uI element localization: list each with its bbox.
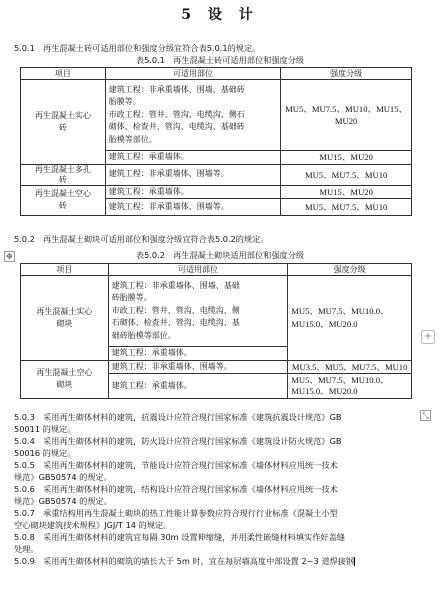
- note-5-0-5-line1: 5.0.5 采用再生砌体材料的建筑，节能设计应符合现行国家标准《墙体材料应用统一技术: [14, 460, 338, 470]
- note-5-0-8-line2: 处理。: [14, 544, 39, 554]
- add-column-button[interactable]: +: [421, 330, 435, 344]
- note-5-0-7-line1: 5.0.7 承重结构用再生混凝土砌块的热工性能计算参数应符合现行行业标准《混凝土小型: [14, 508, 338, 518]
- note-5-0-4-line1: 5.0.4 采用再生砌体材料的建筑，防火设计应符合现行国家标准《建筑设计防火规范》GB: [14, 436, 342, 446]
- item-hollow-block: 再生混凝土空心 砌块: [21, 360, 109, 399]
- table-row: [21, 276, 412, 347]
- table-5-0-1: [20, 67, 412, 216]
- table-5-0-2: [20, 263, 412, 399]
- grade-cell: MU5、MU7.5、MU10: [281, 199, 412, 216]
- item-solid-brick: 再生混凝土实心 砖: [21, 80, 106, 165]
- table-row: [21, 80, 412, 151]
- note-5-0-7-line2: 空心砌块建筑技术规程》JGJ/T 14 的规定。: [14, 520, 172, 530]
- note-5-0-8-line1: 5.0.8 采用再生砌体材料的建筑宜每隔 30m 设置伸缩缝，并用柔性嵌缝材料填实作好盖缝: [14, 532, 345, 542]
- header-parts: 可适用部位: [108, 264, 287, 276]
- grade-cell: MU15、MU20: [281, 185, 412, 199]
- note-5-0-3-line1: 5.0.3 采用再生砌体材料的建筑，抗震设计应符合现行国家标准《建筑抗震设计规范》GB: [14, 412, 342, 422]
- table-row: [21, 164, 412, 185]
- header-grade: 强度分级: [281, 68, 412, 80]
- parts-cell: 建筑工程：非承重墙体、围墙、基础砖 胎膜等。 市政工程：管井、管沟、电缆沟、侧石 砌体、检查井、管沟、电缆沟、基础砖 胎模等部位。: [105, 80, 281, 151]
- item-solid-block: 再生混凝土实心 砌块: [21, 276, 109, 361]
- grade-cell: MU3.5、MU5、MU7.5、MU10: [288, 360, 412, 374]
- parts-cell: 建筑工程：非承重墙体、围墙等。: [108, 360, 287, 374]
- note-5-0-6-line2: 规范》GB50574 的规定。: [14, 496, 112, 506]
- notes: [14, 411, 424, 567]
- header-grade: 强度分级: [288, 264, 412, 276]
- header-parts: 可适用部位: [105, 68, 281, 80]
- header-item: 项目: [21, 68, 106, 80]
- parts-cell: 建筑工程：非承重墙体、围墙等。: [105, 164, 281, 185]
- table-5-0-1-caption: 表5.0.1 再生混凝土砖可适用部位和强度分级: [135, 55, 305, 65]
- note-5-0-4-line2: 50016 的规定。: [14, 448, 76, 458]
- table-header-row: [21, 68, 412, 80]
- item-porous-brick: 再生混凝土多孔 砖: [21, 164, 106, 185]
- table-resize-handle[interactable]: ⤡: [420, 410, 431, 421]
- parts-cell: 建筑工程：承重墙体。: [105, 185, 281, 199]
- parts-cell: 建筑工程：承重墙体。: [105, 151, 281, 165]
- section-heading: 5 设 计: [181, 7, 259, 23]
- table-header-row: [21, 264, 412, 276]
- note-5-0-9-line1: 5.0.9 采用再生砌体材料的砌筑的墙长大于 5m 时，宜在每层墙高度中部设置 2~3 道焊接钢: [14, 556, 355, 566]
- grade-cell: MU15、MU20: [281, 151, 412, 165]
- note-5-0-6-line1: 5.0.6 采用再生砌体材料的建筑，结构设计应符合现行国家标准《墙体材料应用统一技术: [14, 484, 338, 494]
- note-5-0-3-line2: 50011 的规定。: [14, 424, 76, 434]
- paragraph-5-0-1: 5.0.1 再生混凝土砖可适用部位和强度分级宜符合表5.0.1的规定。: [14, 43, 261, 53]
- table-row: [21, 360, 412, 374]
- grade-cell: MU5、MU7.5、MU10、MU15、 MU20: [281, 80, 412, 151]
- paragraph-5-0-2: 5.0.2 再生混凝土砌块可适用部位和强度分级宜符合表5.0.2的规定。: [14, 234, 269, 244]
- table-move-handle[interactable]: ✥: [4, 251, 15, 262]
- item-hollow-brick: 再生混凝土空心 砖: [21, 185, 106, 216]
- parts-cell: 建筑工程：承重墙体。: [108, 374, 287, 399]
- grade-cell: MU5、MU7.5、MU10.0、 MU15.0、MU20.0: [288, 276, 412, 361]
- grade-cell: MU5、MU7.5、MU10: [281, 164, 412, 185]
- parts-cell: 建筑工程：非承重墙体、围墙等。: [105, 199, 281, 216]
- grade-cell: MU5、MU7.5、MU10.0、 MU15.0、MU20.0: [288, 374, 412, 399]
- header-item: 项目: [21, 264, 109, 276]
- table-row: [21, 185, 412, 199]
- text-cursor: [354, 557, 355, 566]
- table-5-0-2-caption: 表5.0.2 再生混凝土砌块适用部位和强度分级: [135, 250, 305, 260]
- parts-cell: 建筑工程：承重墙体。: [108, 347, 287, 361]
- parts-cell: 建筑工程：非承重墙体、围墙、基础 砖胎膜等。 市政工程：管井、管沟、电缆沟、侧 石砌体、检查井、管沟、电缆沟、基 础砖胎模等部位。: [108, 276, 287, 347]
- note-5-0-5-line2: 规范》GB50574 的规定。: [14, 472, 112, 482]
